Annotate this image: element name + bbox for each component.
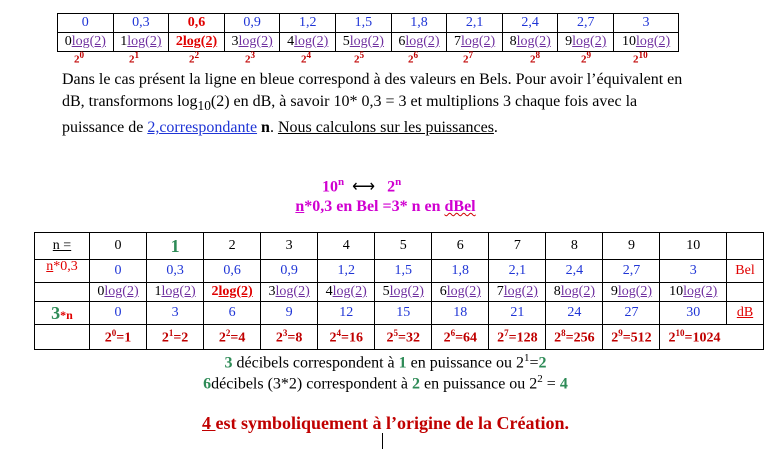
power-label: $2^1$ [129, 50, 140, 66]
power-label: $2^8$ [530, 50, 541, 66]
cell: 30 [660, 302, 727, 325]
cell: 0,3 [147, 260, 204, 283]
cell: 0 [90, 233, 147, 260]
caption-2: 6décibels (3*2) correspondent à 2 en puissance ou $2^2 = 4$ [203, 373, 568, 393]
cell: 18 [432, 302, 489, 325]
power-label: $2^5$ [354, 50, 365, 66]
cell: 5log(2) [336, 33, 392, 52]
cell: 0log(2) [58, 33, 114, 52]
powers-table-main [34, 232, 764, 350]
cell: 6log(2) [432, 283, 489, 302]
row-label [35, 325, 90, 350]
power-label: $2^0$ [74, 50, 85, 66]
double-arrow-icon: ⟷ [352, 178, 376, 196]
cell: 8log(2) [546, 283, 603, 302]
explanation-paragraph: Dans le cas présent la ligne en bleue correspond à des valeurs en Bels. Pour avoir l’équivalent en dB, transformons $\log_{10}(2)$ en dB, à savoir 10* 0,3 = 3 et multiplions 3 chaque fois avec la puissance de 2,correspondante n. Nous calculons sur les puissances. [62, 71, 683, 137]
cell: 8 [546, 233, 603, 260]
cell: 15 [375, 302, 432, 325]
cell: 9log(2) [603, 283, 660, 302]
log-row [35, 283, 764, 302]
cell: 1,5 [336, 14, 392, 33]
cell: $2^0=1$ [90, 325, 147, 350]
cell: 9 [261, 302, 318, 325]
cell: 2 [204, 233, 261, 260]
caption-1: 3 décibels correspondent à 1 en puissance ou $2^1=2$ [224, 352, 547, 372]
row-label [35, 283, 90, 302]
cell: 2,7 [558, 14, 614, 33]
cell: 1log(2) [113, 33, 169, 52]
cell: 9log(2) [558, 33, 614, 52]
cell: 4log(2) [280, 33, 336, 52]
cell: 0,6 [204, 260, 261, 283]
cell: 24 [546, 302, 603, 325]
cell: 3 [261, 233, 318, 260]
cell: 6 [432, 233, 489, 260]
cell: 2,7 [603, 260, 660, 283]
cell: $2^1=2$ [147, 325, 204, 350]
power-label: $2^2$ [189, 50, 200, 66]
cell: 1,2 [280, 14, 336, 33]
bel-values-row [58, 14, 679, 33]
cell: 1,8 [432, 260, 489, 283]
linked-text: 2,correspondante [147, 119, 258, 137]
cell: 10log(2) [660, 283, 727, 302]
unit-cell: dB [727, 302, 764, 325]
cell: $2^8=256$ [546, 325, 603, 350]
cell: $2^6=64$ [432, 325, 489, 350]
cell: 2,4 [502, 14, 558, 33]
bel-row [35, 260, 764, 283]
powers-row [35, 325, 764, 350]
cell: 3 [660, 260, 727, 283]
cell: 27 [603, 302, 660, 325]
cell: 7log(2) [489, 283, 546, 302]
n-row [35, 233, 764, 260]
cell: 6log(2) [391, 33, 447, 52]
cell: 0,9 [224, 14, 280, 33]
cell: $2^{10}=1024$ [660, 325, 764, 350]
cell: 1log(2) [147, 283, 204, 302]
cell: 0 [90, 260, 147, 283]
cell: 4log(2) [318, 283, 375, 302]
cell: 1,5 [375, 260, 432, 283]
cell: 0,9 [261, 260, 318, 283]
unit-cell: Bel [727, 260, 764, 283]
cell: 0 [58, 14, 114, 33]
cell: 21 [489, 302, 546, 325]
cell: 2,1 [447, 14, 503, 33]
correspondence-line: 10$^n$ ⟷ 2$^n$ [322, 176, 402, 196]
formula-line: n*0,3 en Bel =3* n en dBel [295, 198, 476, 215]
conclusion-line: 4 est symboliquement à l’origine de la Création. [202, 413, 569, 433]
cell: 1 [147, 233, 204, 260]
row-label: n = [35, 233, 90, 260]
log-row [58, 33, 679, 52]
cell: 7 [489, 233, 546, 260]
cell: 10 [660, 233, 727, 260]
cell: 0 [90, 302, 147, 325]
power-label: $2^4$ [301, 50, 312, 66]
cell: 2,1 [489, 260, 546, 283]
cell [727, 233, 764, 260]
cell: 12 [318, 302, 375, 325]
power-label: $2^7$ [463, 50, 474, 66]
cell: 2log(2) [169, 33, 225, 52]
cell: 2,4 [546, 260, 603, 283]
cell: 0log(2) [90, 283, 147, 302]
cell: 4 [318, 233, 375, 260]
cell: 1,2 [318, 260, 375, 283]
cell: 0,3 [113, 14, 169, 33]
cell: $2^9=512$ [603, 325, 660, 350]
db-row [35, 302, 764, 325]
powers-table-top [57, 13, 679, 52]
cell: 5log(2) [375, 283, 432, 302]
cell: 8log(2) [502, 33, 558, 52]
power-label: $2^{10}$ [633, 50, 648, 66]
power-label: $2^3$ [245, 50, 256, 66]
row-label: n*0,3 [35, 260, 90, 283]
cell: 3 [147, 302, 204, 325]
cell: 5 [375, 233, 432, 260]
cell: 10log(2) [614, 33, 679, 52]
cell: 1,8 [391, 14, 447, 33]
power-label: $2^6$ [408, 50, 419, 66]
power-label: $2^9$ [581, 50, 592, 66]
cell [727, 283, 764, 302]
cell: 7log(2) [447, 33, 503, 52]
cell: 0,6 [169, 14, 225, 33]
text-cursor [382, 433, 383, 449]
cell: 3log(2) [224, 33, 280, 52]
cell: $2^4=16$ [318, 325, 375, 350]
cell: 9 [603, 233, 660, 260]
cell: $2^2=4$ [204, 325, 261, 350]
cell: 6 [204, 302, 261, 325]
cell: 2log(2) [204, 283, 261, 302]
cell: 3log(2) [261, 283, 318, 302]
cell: 3 [614, 14, 679, 33]
cell: $2^5=32$ [375, 325, 432, 350]
cell: $2^3=8$ [261, 325, 318, 350]
cell: $2^7=128$ [489, 325, 546, 350]
row-label: 3*n [35, 302, 90, 325]
